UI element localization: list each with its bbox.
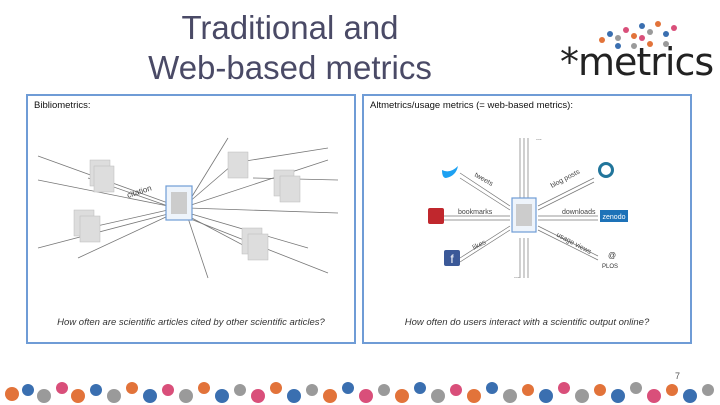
- facebook-icon: [444, 250, 460, 266]
- altmetrics-diagram: [364, 118, 690, 308]
- downloads-label: downloads: [562, 209, 596, 216]
- tweets-label: tweets: [473, 171, 495, 188]
- altmetrics-caption: How often do users interact with a scientific output online?: [404, 317, 650, 328]
- bookmarks-label: bookmarks: [458, 209, 493, 216]
- title-line-2: Web-based metrics: [148, 49, 432, 86]
- metrics-logo: [548, 12, 714, 84]
- more-bottom-label: ...: [514, 273, 520, 280]
- twitter-icon: [442, 166, 458, 178]
- mendeley-icon: [428, 208, 444, 224]
- decorative-dots-footer: [0, 372, 720, 405]
- svg-text:zenodo: zenodo: [602, 214, 626, 221]
- svg-text:f: f: [450, 252, 454, 266]
- title-line-1: Traditional and: [181, 9, 399, 46]
- bibliometrics-heading: Bibliometrics:: [34, 100, 91, 111]
- svg-text:PLOS: PLOS: [602, 264, 619, 270]
- slide-title: [110, 8, 470, 88]
- wordpress-icon: [598, 162, 614, 178]
- likes-label: likes: [471, 239, 488, 252]
- logo-text: *metrics: [560, 40, 714, 84]
- more-top-label: ...: [536, 135, 542, 142]
- page-number: 7: [674, 371, 680, 381]
- altmetrics-heading: Altmetrics/usage metrics (= web-based metrics):: [370, 100, 573, 111]
- blog-posts-label: blog posts: [549, 168, 582, 190]
- usage-views-label: usage views: [555, 231, 593, 256]
- zenodo-logo: [600, 210, 628, 222]
- citation-network-diagram: [28, 118, 354, 308]
- plos-logo: [602, 251, 618, 270]
- bibliometrics-panel: [26, 94, 356, 344]
- altmetrics-panel: [362, 94, 692, 344]
- bibliometrics-caption: How often are scientific articles cited by other scientific articles?: [57, 317, 325, 328]
- citation-label: citation: [125, 183, 153, 200]
- svg-text:@: @: [608, 251, 617, 260]
